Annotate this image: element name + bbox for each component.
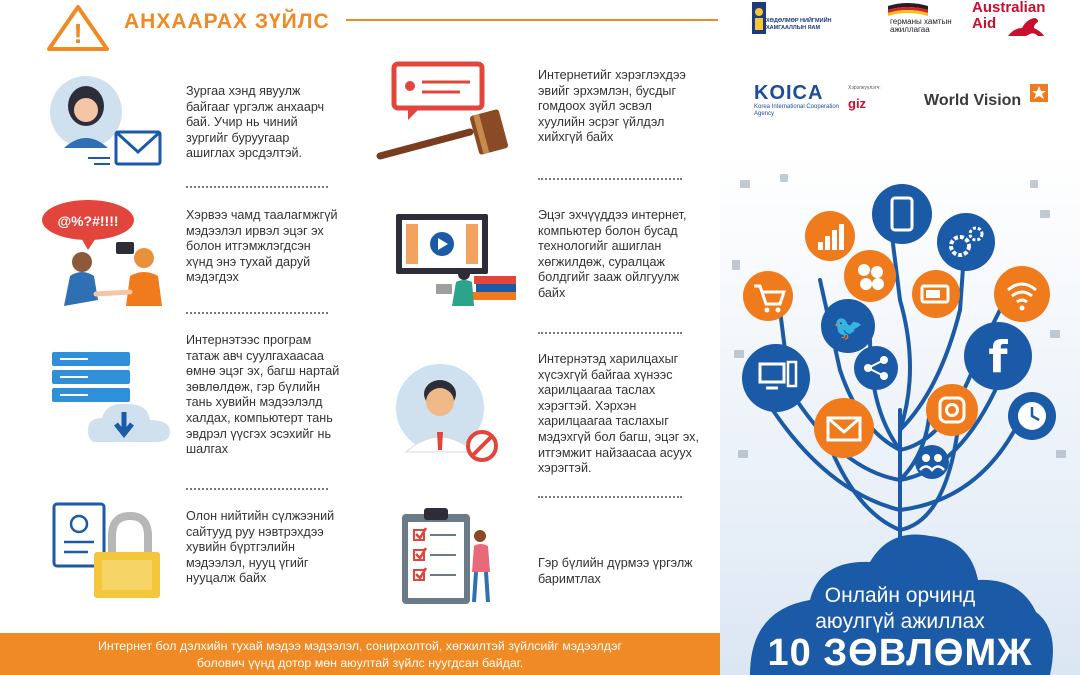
tip-text-8: Гэр бүлийн дүрмээ үргэлж баримтлах	[538, 556, 693, 586]
kangaroo-icon	[1004, 14, 1046, 38]
svg-text:@%?#!!!!: @%?#!!!!	[57, 213, 119, 229]
tip-text-5: Интернетийг хэрэглэхдээ эвийг эрхэмлэн, бусдыг гомдоох зүйл эсвэл хуулийн эсрэг үйлдэл хийхгүй байх	[538, 68, 686, 145]
clock-icon	[1008, 392, 1056, 440]
right-panel	[720, 0, 1080, 675]
twitter-glyph: 🐦	[833, 314, 863, 342]
tip-text-2: Хэрвээ чамд таалагмжгүй мэдээлэл ирвэл эцэг эх болон итгэмжлэгдсэн хүнд энэ тухай даруй мэдэгдэх	[186, 208, 338, 285]
gears-icon	[937, 213, 995, 271]
woman-with-envelope-illustration	[48, 72, 168, 172]
battery-icon	[912, 270, 960, 318]
tip-text-4: Олон нийтийн сүлжээний сайтууд руу нэвтрэхдээ хувийн бүртгэлийн мэдээлэл, нууц үгийг нууцалж байх	[186, 509, 335, 586]
instagram-icon	[926, 384, 978, 436]
tip-text-6: Эцэг эхчүүддээ интернет, компьютер болон бусад технологийг ашиглан хөгжилдөж, суралцаж болдгийг зааж ойлгуулж байх	[538, 208, 687, 300]
tip-separator	[186, 186, 328, 188]
argument-speech-bubble-illustration	[40, 196, 172, 310]
page-title: АНХААРАХ ЗҮЙЛС	[124, 10, 330, 33]
tree-icons	[720, 150, 1080, 570]
photos-icon	[844, 250, 896, 302]
australian-aid-line-1: Australian	[972, 0, 1046, 16]
world-vision-logo: World Vision	[924, 92, 1022, 109]
bar-chart-icon	[805, 211, 855, 261]
facebook-icon	[964, 322, 1032, 390]
mongolia-ministry-logo-text: ХӨДӨЛМӨР НИЙГМИЙН ХАМГААЛЛЫН ЯАМ	[766, 18, 832, 31]
email-icon	[814, 398, 874, 458]
man-block-icon-illustration	[392, 360, 502, 464]
tip-separator	[538, 178, 682, 180]
bottom-info-line-2: болович үүнд дотор мөн аюултай зүйлс нуугдсан байдаг.	[196, 656, 524, 670]
computer-icon	[742, 344, 810, 412]
australian-aid-line-2: Aid	[972, 15, 997, 32]
implementer-label: Хэрэгжүүлэгч:	[848, 85, 881, 91]
world-vision-star-icon	[1030, 84, 1048, 102]
wifi-icon	[994, 266, 1050, 322]
facebook-glyph: f	[988, 332, 1008, 383]
germany-flag-icon	[888, 2, 928, 18]
bottom-info-line-1: Интернет бол дэлхийн тухай мэдээ мэдээлэл, сонирхолтой, хөгжилтэй зүйлсийг мэдээлдэг	[98, 639, 622, 653]
gavel-speech-bubble-illustration	[374, 60, 514, 164]
tip-text-7: Интернэтэд харилцахыг хүсэхгүй байгаа хүнээс харилцаагаа таслах хэрэгтэй. Хэрхэн харилцаагаа таслахыг мэдэхгүй бол багш, эцэг эх, итгэмжит найзаасаа асуух хэрэгтэй.	[538, 352, 699, 476]
tip-separator	[186, 488, 328, 490]
tip-text-1: Зургаа хэнд явуулж байгааг үргэлж анхаарч бай. Учир нь чиний зургийг буруугаар ашиглах эрсдэлтэй.	[186, 84, 325, 161]
tip-separator	[186, 312, 328, 314]
shopping-cart-icon	[743, 271, 793, 321]
id-card-padlock-illustration	[50, 500, 166, 602]
bottom-info-bar	[0, 633, 720, 675]
mongolia-emblem-icon	[752, 2, 766, 34]
koica-logo-subtitle: Korea International Cooperation Agency	[754, 104, 840, 117]
giz-logo: giz	[848, 96, 867, 111]
twitter-icon	[821, 299, 875, 353]
warning-triangle-icon	[46, 4, 110, 52]
koica-logo: KOICA	[754, 82, 824, 104]
warning-exclamation-icon: !	[73, 18, 83, 49]
share-icon	[854, 346, 898, 390]
people-icon	[915, 445, 949, 479]
germany-cooperation-logo-text: германы хамтын ажиллагаа	[890, 17, 952, 34]
tip-separator	[538, 496, 682, 498]
title-underline	[346, 19, 718, 21]
tip-separator	[538, 332, 682, 334]
smartphone-icon	[872, 184, 932, 244]
checklist-clipboard-illustration	[398, 506, 502, 606]
tip-text-3: Интернэтээс програм татаж авч суулгахаасаа өмнө эцэг эх, багш нартай зөвлөлдөж, гэр бүлийн тань хувийн мэдээлэлд халдах, компьютерт тань эвдрэл үүсгэх эсэхийг нь шалгах	[186, 333, 340, 457]
cloud-heading-line-2: аюулгүй ажиллах	[815, 610, 985, 633]
cloud-heading-line-3: 10 ЗӨВЛӨМЖ	[767, 632, 1033, 674]
cloud-heading-line-1: Онлайн орчинд	[824, 584, 976, 607]
server-cloud-download-illustration	[48, 346, 176, 446]
video-screen-books-illustration	[392, 210, 522, 314]
